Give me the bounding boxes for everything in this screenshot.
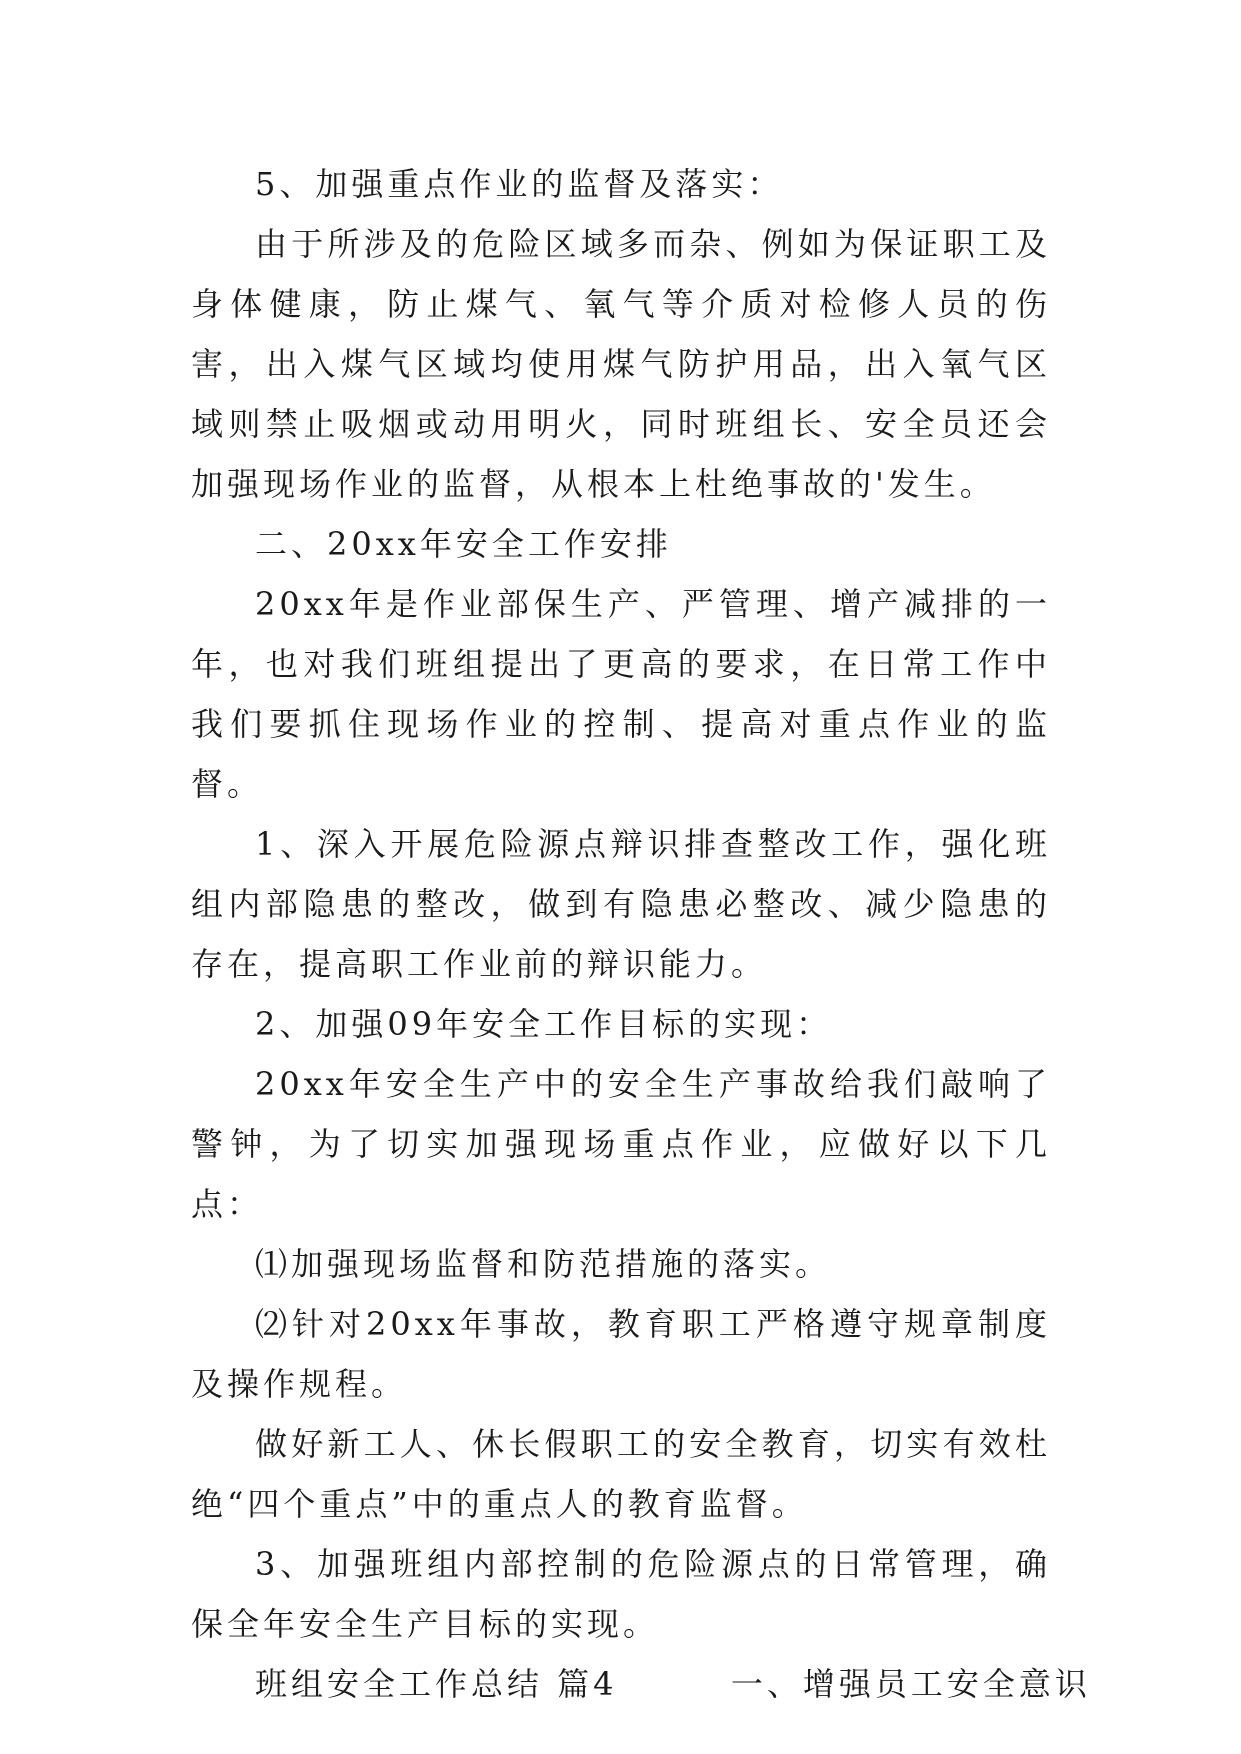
next-article-title: 班组安全工作总结 篇4 xyxy=(255,1665,618,1703)
paragraph-hazard-areas: 由于所涉及的危险区域多而杂、例如为保证职工及身体健康，防止煤气、氧气等介质对检修人员的伤害，出入煤气区域均使用煤气防护用品，出入氧气区域则禁止吸烟或动用明火，同时班组长、安全员还会加强现场作业的监督，从根本上杜绝事故的'发生。 xyxy=(191,225,1051,503)
document-body xyxy=(191,154,1091,1714)
paragraph-year-plan: 20xx年是作业部保生产、严管理、增产减排的一年，也对我们班组提出了更高的要求，在日常工作中我们要抓住现场作业的控制、提高对重点作业的监督。 xyxy=(191,585,1051,803)
paragraph-item-1: 1、深入开展危险源点辩识排查整改工作，强化班组内部隐患的整改，做到有隐患必整改、减少隐患的存在，提高职工作业前的辩识能力。 xyxy=(191,825,1051,983)
paragraph-subitem-2: ⑵针对20xx年事故，教育职工严格遵守规章制度及操作规程。 xyxy=(191,1305,1051,1403)
paragraph-subitem-1: ⑴加强现场监督和防范措施的落实。 xyxy=(255,1245,832,1283)
paragraph-new-workers: 做好新工人、休长假职工的安全教育，切实有效杜绝“四个重点”中的重点人的教育监督。 xyxy=(191,1425,1051,1523)
paragraph-item-2-heading: 2、加强09年安全工作目标的实现： xyxy=(255,1005,833,1043)
final-line xyxy=(191,1654,1091,1714)
paragraph-heading-5: 5、加强重点作业的监督及落实： xyxy=(255,165,784,203)
next-section-heading: 一、增强员工安全意识 xyxy=(730,1665,1091,1703)
paragraph-warning: 20xx年安全生产中的安全生产事故给我们敲响了警钟，为了切实加强现场重点作业，应做好以下几点： xyxy=(191,1065,1051,1223)
paragraph-item-3: 3、加强班组内部控制的危险源点的日常管理，确保全年安全生产目标的实现。 xyxy=(191,1545,1051,1643)
paragraph-section-2-heading: 二、20xx年安全工作安排 xyxy=(255,525,672,563)
